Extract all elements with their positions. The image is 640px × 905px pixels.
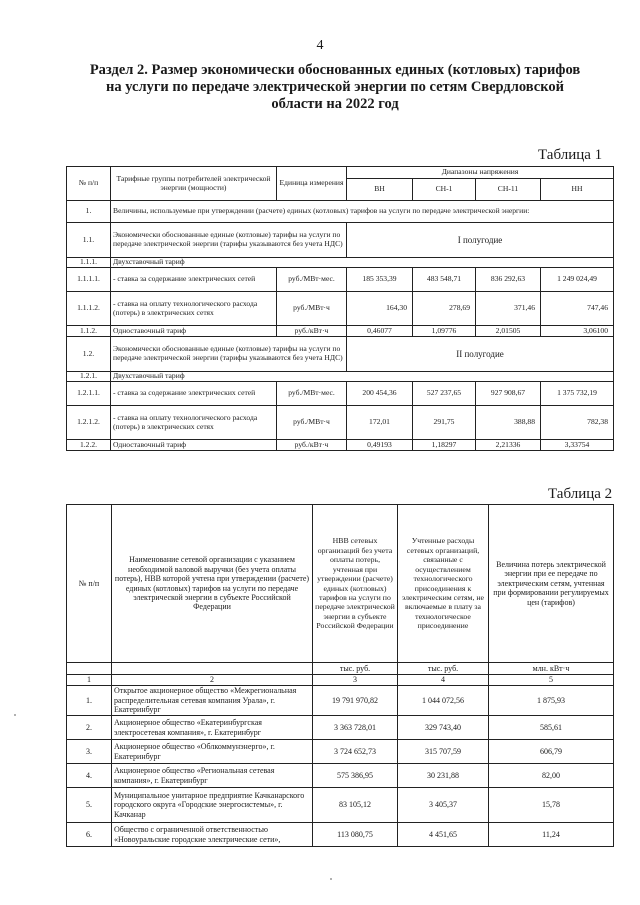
value-sn2: 371,46: [476, 292, 541, 326]
table-row: [67, 740, 614, 764]
losses-value: 82,00: [489, 764, 614, 788]
scan-speck: [330, 878, 332, 880]
period-label: I полугодие: [347, 223, 614, 258]
value-nn: 1 249 024,49: [541, 268, 614, 292]
table1-caption: Таблица 1: [538, 147, 603, 163]
header-nn: НН: [541, 179, 614, 201]
row-num: 1.1.2.: [67, 326, 111, 337]
table-row: [67, 788, 614, 823]
value-nn: 1 375 732,19: [541, 382, 614, 406]
expenses-value: 315 707,59: [398, 740, 489, 764]
nvv-value: 3 363 728,01: [313, 716, 398, 740]
org-name: Акционерное общество «Облкоммунэнерго», г. Екатеринбург: [112, 740, 313, 764]
nvv-value: 113 080,75: [313, 823, 398, 847]
row-num: 1.1.1.: [67, 258, 111, 268]
expenses-value: 3 405,37: [398, 788, 489, 823]
losses-value: 11,24: [489, 823, 614, 847]
header-unit: Единица измерения: [277, 167, 347, 201]
org-name: Открытое акционерное общество «Межрегиональная распределительная сетевая компания Урала», г. Екатеринбург: [112, 686, 313, 716]
row-text: - ставка за содержание электрических сетей: [111, 268, 277, 292]
row-unit: руб./МВт·ч: [277, 292, 347, 326]
unit-losses: млн. кВт·ч: [489, 663, 614, 675]
nvv-value: 19 791 970,82: [313, 686, 398, 716]
row-text: Двухставочный тариф: [111, 258, 614, 268]
row-unit: руб./МВт·мес.: [277, 268, 347, 292]
expenses-value: 4 451,65: [398, 823, 489, 847]
table-row: [67, 268, 614, 292]
table-row: [67, 382, 614, 406]
value-vn: 172,01: [347, 406, 413, 440]
row-unit: руб./МВт·мес.: [277, 382, 347, 406]
header-sn1: СН-1: [413, 179, 476, 201]
value-vn: 200 454,36: [347, 382, 413, 406]
value-nn: 3,33754: [541, 440, 614, 451]
expenses-value: 1 044 072,56: [398, 686, 489, 716]
value-sn1: 1,18297: [413, 440, 476, 451]
expenses-value: 30 231,88: [398, 764, 489, 788]
row-text: - ставка на оплату технологического расхода (потерь) в электрических сетях: [111, 292, 277, 326]
row-num: 5.: [67, 788, 112, 823]
header-expenses: Учтенные расходы сетевых организаций, связанные с осуществлением технологического присоединения к электрическим сетям, не включаемые в плату за технологическое присоединение: [398, 505, 489, 663]
table-row: [67, 406, 614, 440]
header-tariff-groups: Тарифные группы потребителей электрической энергии (мощности): [111, 167, 277, 201]
table-row: [67, 372, 614, 382]
value-sn1: 1,09776: [413, 326, 476, 337]
value-sn1: 527 237,65: [413, 382, 476, 406]
row-num: 1.1.1.1.: [67, 268, 111, 292]
nvv-value: 575 386,95: [313, 764, 398, 788]
value-vn: 0,49193: [347, 440, 413, 451]
row-num: 1.2.1.: [67, 372, 111, 382]
row-text: Одноставочный тариф: [111, 440, 277, 451]
table-row: [67, 292, 614, 326]
header-sn2: СН-11: [476, 179, 541, 201]
table-row: [67, 764, 614, 788]
org-name: Муниципальное унитарное предприятие Качканарского городского округа «Городские энергосистемы», г. Качканар: [112, 788, 313, 823]
row-text: Одноставочный тариф: [111, 326, 277, 337]
org-name: Акционерное общество «Екатеринбургская электросетевая компания», г. Екатеринбург: [112, 716, 313, 740]
header-nvv: НВВ сетевых организаций без учета оплаты потерь, учтенная при утверждении (расчете) единых (котловых) тарифов на услуги по передаче электрической энергии в субъекте Российской Федерации: [313, 505, 398, 663]
table-row: [67, 326, 614, 337]
table-row: [67, 258, 614, 268]
unit-expenses: тыс. руб.: [398, 663, 489, 675]
row-num: 1.1.1.2.: [67, 292, 111, 326]
column-number: 2: [112, 675, 313, 686]
value-sn2: 2,01505: [476, 326, 541, 337]
table-row: [67, 223, 614, 258]
losses-value: 585,61: [489, 716, 614, 740]
scan-speck: [14, 714, 16, 716]
row-num: 2.: [67, 716, 112, 740]
period-label: II полугодие: [347, 337, 614, 372]
value-sn1: 291,75: [413, 406, 476, 440]
section-title-line: на услуги по передаче электрической энергии по сетям Свердловской: [105, 79, 565, 95]
value-nn: 3,06100: [541, 326, 614, 337]
row-text: - ставка за содержание электрических сетей: [111, 382, 277, 406]
table-row: [67, 440, 614, 451]
losses-value: 1 875,93: [489, 686, 614, 716]
row-num: 3.: [67, 740, 112, 764]
header-num: № п/п: [67, 167, 111, 201]
value-vn: 0,46077: [347, 326, 413, 337]
row-text: - ставка на оплату технологического расхода (потерь) в электрических сетях: [111, 406, 277, 440]
value-nn: 747,46: [541, 292, 614, 326]
row-num: 4.: [67, 764, 112, 788]
expenses-value: 329 743,40: [398, 716, 489, 740]
row-text: Экономически обоснованные единые (котловые) тарифы на услуги по передаче электрической энергии (тарифы указываются без учета НДС): [111, 337, 347, 372]
row-unit: руб./кВт·ч: [277, 440, 347, 451]
row-text: Двухставочный тариф: [111, 372, 614, 382]
value-nn: 782,38: [541, 406, 614, 440]
column-number: 4: [398, 675, 489, 686]
value-sn2: 388,88: [476, 406, 541, 440]
nvv-value: 83 105,12: [313, 788, 398, 823]
section-title-line: Раздел 2. Размер экономически обоснованных единых (котловых) тарифов: [89, 62, 581, 78]
value-sn2: 836 292,63: [476, 268, 541, 292]
row-text: Величины, используемые при утверждении (расчете) единых (котловых) тарифов на услуги по передаче электрической энергии:: [111, 201, 614, 223]
header-vn: ВН: [347, 179, 413, 201]
row-num: 6.: [67, 823, 112, 847]
row-num: 1.: [67, 201, 111, 223]
table-row: [67, 686, 614, 716]
value-sn2: 927 908,67: [476, 382, 541, 406]
network-organizations-table: [66, 504, 614, 847]
value-vn: 185 353,39: [347, 268, 413, 292]
table2-caption: Таблица 2: [548, 486, 613, 502]
table-row: [67, 823, 614, 847]
header-voltage-ranges: Диапазоны напряжения: [347, 167, 614, 179]
row-num: 1.2.1.1.: [67, 382, 111, 406]
row-unit: руб./кВт·ч: [277, 326, 347, 337]
row-num: 1.2.1.2.: [67, 406, 111, 440]
org-name: Акционерное общество «Региональная сетевая компания», г. Екатеринбург: [112, 764, 313, 788]
header-org-name: Наименование сетевой организации с указанием необходимой валовой выручки (без учета оплаты потерь), НВВ которой учтена при утверждении (расчете) единых (котловых) тарифов на услуги по передаче электрической энергии в субъекте Российской Федерации: [112, 505, 313, 663]
value-sn1: 278,69: [413, 292, 476, 326]
value-vn: 164,30: [347, 292, 413, 326]
row-num: 1.2.2.: [67, 440, 111, 451]
org-name: Общество с ограниченной ответственностью «Новоуральские городские электрические сети»,: [112, 823, 313, 847]
row-num: 1.2.: [67, 337, 111, 372]
value-sn1: 483 548,71: [413, 268, 476, 292]
table-row: [67, 337, 614, 372]
column-number: 5: [489, 675, 614, 686]
column-number: 3: [313, 675, 398, 686]
losses-value: 15,78: [489, 788, 614, 823]
section-title-line: области на 2022 год: [271, 96, 399, 112]
tariff-table: [66, 166, 614, 451]
table-row: [67, 716, 614, 740]
header-losses: Величина потерь электрической энергии при ее передаче по электрическим сетям, учтенная при формировании регулируемых цен (тарифов): [489, 505, 614, 663]
row-num: 1.1.: [67, 223, 111, 258]
value-sn2: 2,21336: [476, 440, 541, 451]
nvv-value: 3 724 652,73: [313, 740, 398, 764]
section-title: [60, 62, 610, 113]
losses-value: 606,79: [489, 740, 614, 764]
column-number: 1: [67, 675, 112, 686]
row-num: 1.: [67, 686, 112, 716]
header-num: № п/п: [67, 505, 112, 663]
table-row: [67, 201, 614, 223]
unit-nvv: тыс. руб.: [313, 663, 398, 675]
page-number: 4: [316, 38, 324, 53]
row-unit: руб./МВт·ч: [277, 406, 347, 440]
row-text: Экономически обоснованные единые (котловые) тарифы на услуги по передаче электрической энергии (тарифы указываются без учета НДС): [111, 223, 347, 258]
